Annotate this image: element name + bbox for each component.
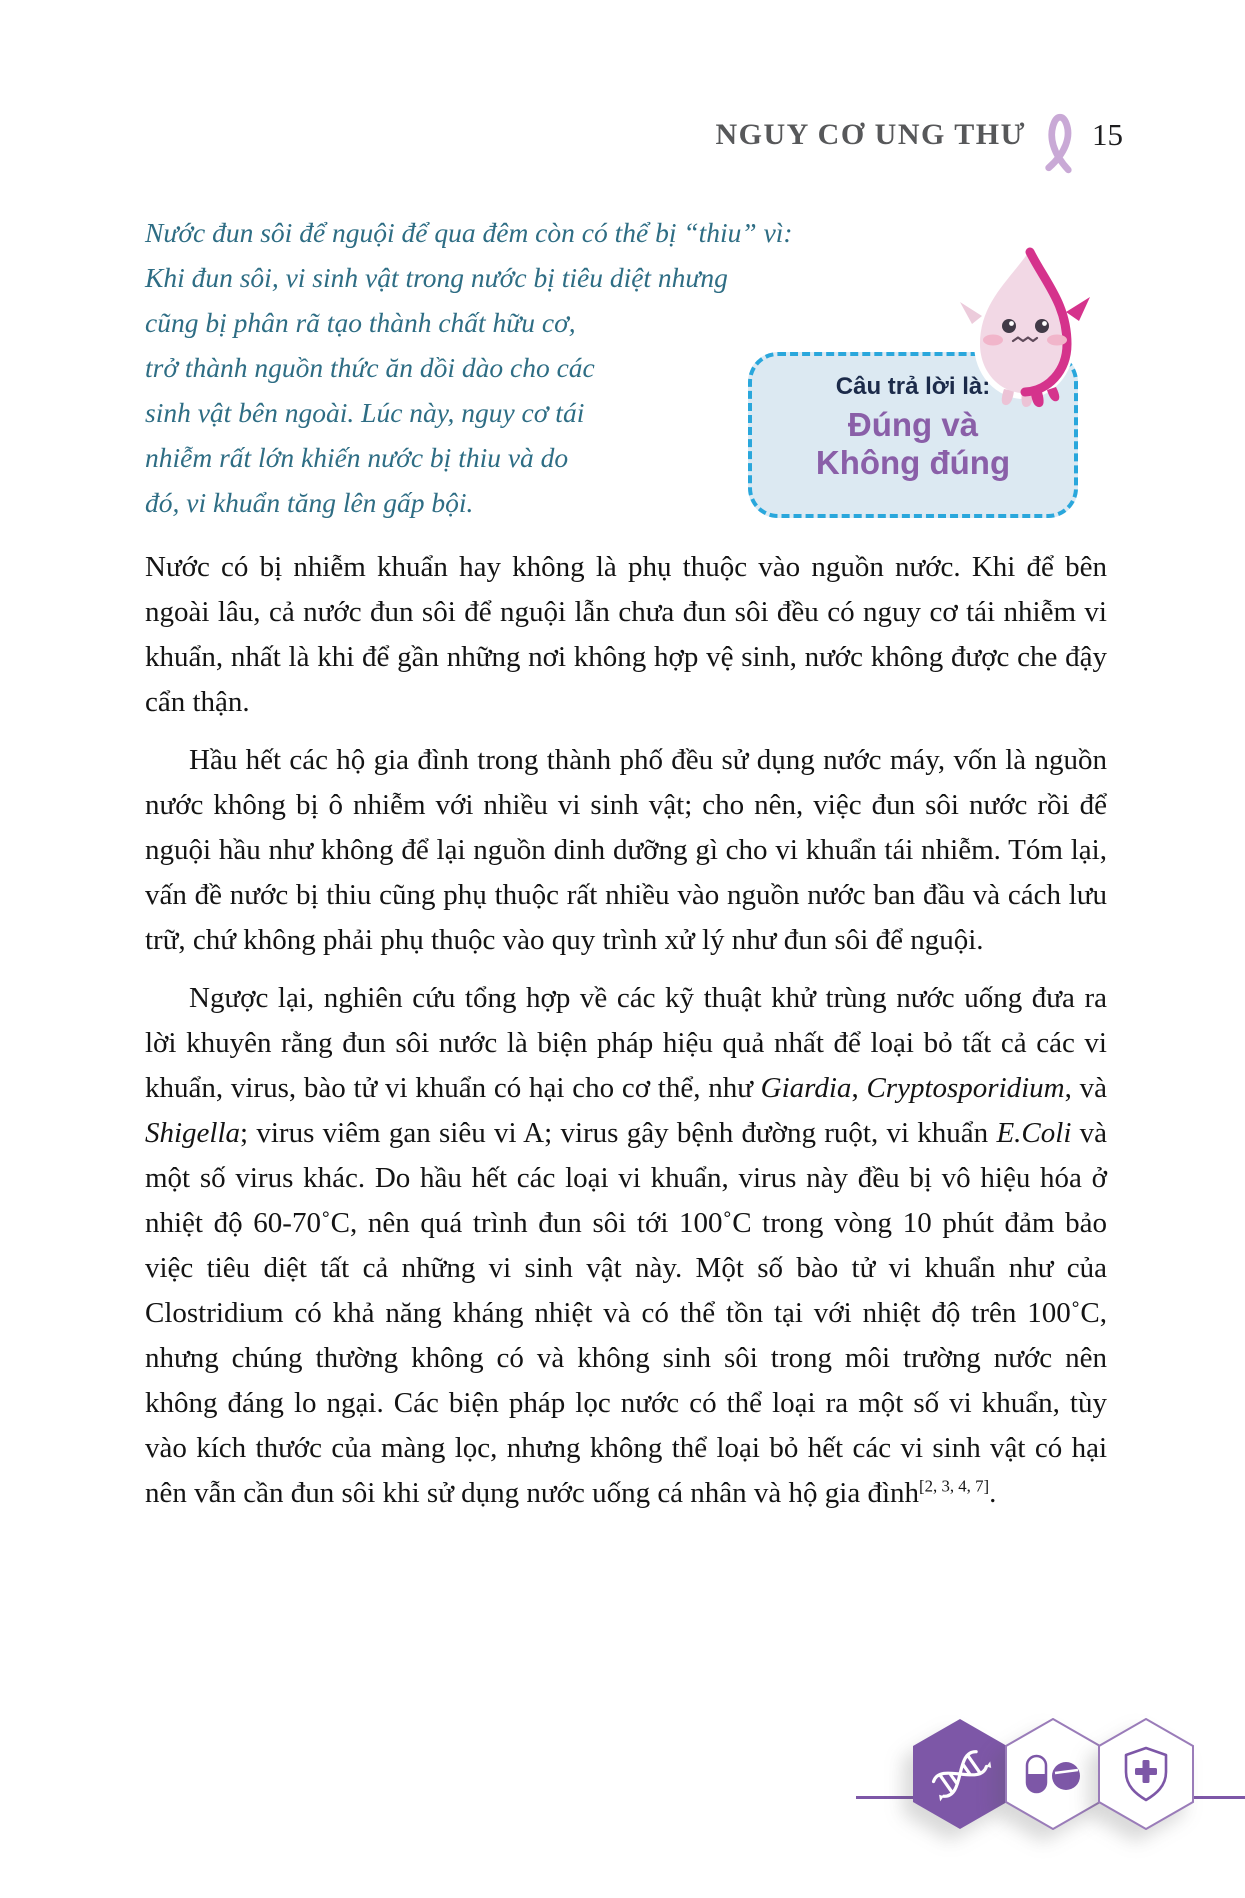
answer-box-label: Câu trả lời là: <box>835 373 991 400</box>
paragraph: Ngược lại, nghiên cứu tổng hợp về các kỹ thuật khử trùng nước uống đưa ra lời khuyên rằng đun sôi nước là biện pháp hiệu quả nhất để loại bỏ tất cả các vi khuẩn, virus, bào tử vi khuẩn có hại cho cơ thể, như Giardia, Cryptosporidium, và Shigella; virus viêm gan siêu vi A; virus gây bệnh đường ruột, vi khuẩn E.Coli và một số virus khác. Do hầu hết các loại vi khuẩn, virus này đều bị vô hiệu hóa ở nhiệt độ 60-70˚C, nên quá trình đun sôi tới 100˚C trong vòng 10 phút đảm bảo việc tiêu diệt tất cả những vi sinh vật này. Một số bào tử vi khuẩn như của Clostridium có khả năng kháng nhiệt và có thể tồn tại với nhiệt độ trên 100˚C, nhưng chúng thường không có và không sinh sôi trong môi trường nước nên không đáng lo ngại. Các biện pháp lọc nước có thể loại ra một số vi khuẩn, tùy vào kích thước của màng lọc, nhưng không thể loại bỏ hết các vi sinh vật có hại nên vẫn cần đun sôi khi sử dụng nước uống cá nhân và hộ gia đình[2, 3, 4, 7]. <box>145 982 1108 1509</box>
question-line: đó, vi khuẩn tăng lên gấp bội. <box>145 487 474 518</box>
pills-hexagon <box>1005 1718 1101 1830</box>
question-line: trở thành nguồn thức ăn dồi dào cho các <box>145 352 595 383</box>
shield-hexagon <box>1098 1718 1194 1830</box>
page-header <box>715 96 1123 174</box>
question-line: nhiễm rất lớn khiến nước bị thiu và do <box>145 442 569 473</box>
paragraph: Nước có bị nhiễm khuẩn hay không là phụ thuộc vào nguồn nước. Khi để bên ngoài lâu, cả nước đun sôi để nguội lẫn chưa đun sôi đều có nguy cơ tái nhiễm vi khuẩn, nhất là khi để gần những nơi không hợp vệ sinh, nước không được che đậy cẩn thận. <box>145 551 1107 718</box>
paragraph: Hầu hết các hộ gia đình trong thành phố đều sử dụng nước máy, vốn là nguồn nước không bị ô nhiễm với nhiều vi sinh vật; cho nên, việc đun sôi nước rồi để nguội hầu như không để lại nguồn dinh dưỡng gì cho vi khuẩn tái nhiễm. Tóm lại, vấn đề nước bị thiu cũng phụ thuộc rất nhiều vào nguồn nước ban đầu và cách lưu trữ, chứ không phải phụ thuộc vào quy trình xử lý như đun sôi để nguội. <box>145 744 1107 956</box>
answer-line: Không đúng <box>815 444 1011 481</box>
page-number: 15 <box>1092 117 1123 152</box>
question-line: sinh vật bên ngoài. Lúc này, nguy cơ tái <box>145 397 585 428</box>
awareness-ribbon-icon <box>1036 110 1082 174</box>
dna-hexagon <box>912 1718 1008 1830</box>
body-text <box>145 545 1107 1516</box>
question-line: Nước đun sôi để nguội để qua đêm còn có thể bị “thiu” vì: <box>145 217 793 248</box>
question-text <box>145 210 793 525</box>
question-line: cũng bị phân rã tạo thành chất hữu cơ, <box>145 307 576 338</box>
chapter-title: NGUY CƠ UNG THƯ <box>715 118 1026 151</box>
question-line: Khi đun sôi, vi sinh vật trong nước bị tiêu diệt nhưng <box>145 262 728 293</box>
answer-line: Đúng và <box>847 406 979 443</box>
water-drop-mascot-icon <box>948 240 1098 418</box>
